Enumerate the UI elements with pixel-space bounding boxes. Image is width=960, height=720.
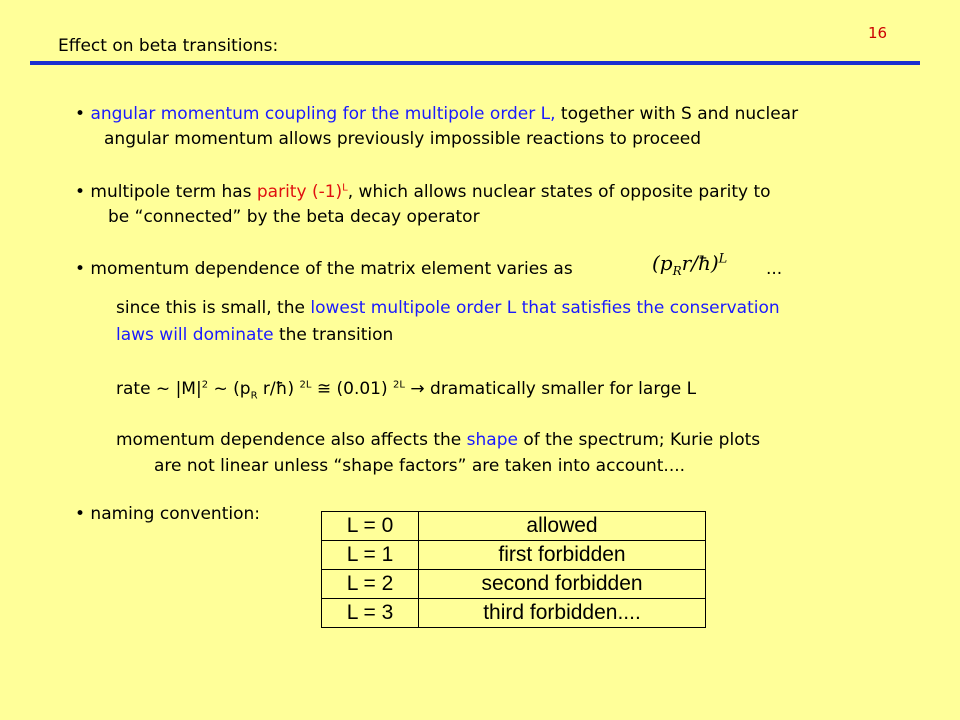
para-2-line-1: momentum dependence also affects the shape of the spectrum; Kurie plots: [116, 430, 761, 450]
bullet-3-text: momentum dependence of the matrix element varies as: [85, 259, 573, 279]
bullet-2-pre: multipole term has: [85, 182, 257, 202]
table-cell-name: allowed: [419, 512, 706, 541]
table-cell-l: L = 1: [322, 541, 419, 570]
slide-title: Effect on beta transitions:: [58, 36, 279, 56]
bullet-dot: •: [75, 259, 86, 279]
para-1-highlight-1: lowest multipole order L that satisfies the conservation: [310, 298, 780, 318]
para-1-line-2: laws will dominate the transition: [116, 325, 394, 345]
table-cell-l: L = 2: [322, 570, 419, 599]
naming-label: naming convention:: [85, 504, 260, 524]
table-cell-name: second forbidden: [419, 570, 706, 599]
naming-bullet: [75, 504, 260, 524]
table-cell-name: third forbidden....: [419, 599, 706, 628]
table-row: [322, 541, 706, 570]
title-rule: [30, 61, 920, 65]
bullet-dot: •: [75, 182, 86, 202]
parity-term: parity $(-1)^L$: [256, 182, 348, 202]
table-cell-name: first forbidden: [419, 541, 706, 570]
bullet-3-line: [75, 259, 573, 279]
bullet-2-line-1: [75, 182, 771, 202]
bullet-dot: •: [75, 104, 86, 124]
momentum-formula: $(p_Rr/ħ)^L$: [652, 251, 728, 278]
table-cell-l: L = 0: [322, 512, 419, 541]
page-number: 16: [868, 24, 888, 42]
shape-word: shape: [466, 430, 518, 450]
bullet-1-line-1: [75, 104, 798, 124]
table-cell-l: L = 3: [322, 599, 419, 628]
formula-ellipsis: ...: [766, 259, 783, 279]
bullet-1-line-2: angular momentum allows previously impossible reactions to proceed: [104, 129, 702, 149]
naming-table: [321, 511, 706, 628]
table-row: [322, 512, 706, 541]
bullet-2-post: , which allows nuclear states of opposite parity to: [347, 182, 771, 202]
table-row: [322, 599, 706, 628]
bullet-1-highlight: angular momentum coupling for the multipole order L,: [90, 104, 556, 124]
rate-line: rate ~ $|M|^2$ ~ ($p_R$ r/ħ) $^{2L}$ ≅ (0.01) $^{2L}$ → dramatically smaller for large L: [116, 379, 697, 402]
bullet-dot: •: [75, 504, 86, 524]
para-1-line-1: since this is small, the lowest multipole order L that satisfies the conservation: [116, 298, 780, 318]
bullet-2-line-2: be “connected” by the beta decay operator: [108, 207, 480, 227]
table-row: [322, 570, 706, 599]
para-1-highlight-2: laws will dominate: [116, 325, 274, 345]
para-2-line-2: are not linear unless “shape factors” are taken into account....: [154, 456, 686, 476]
bullet-1-rest: together with S and nuclear: [555, 104, 799, 124]
